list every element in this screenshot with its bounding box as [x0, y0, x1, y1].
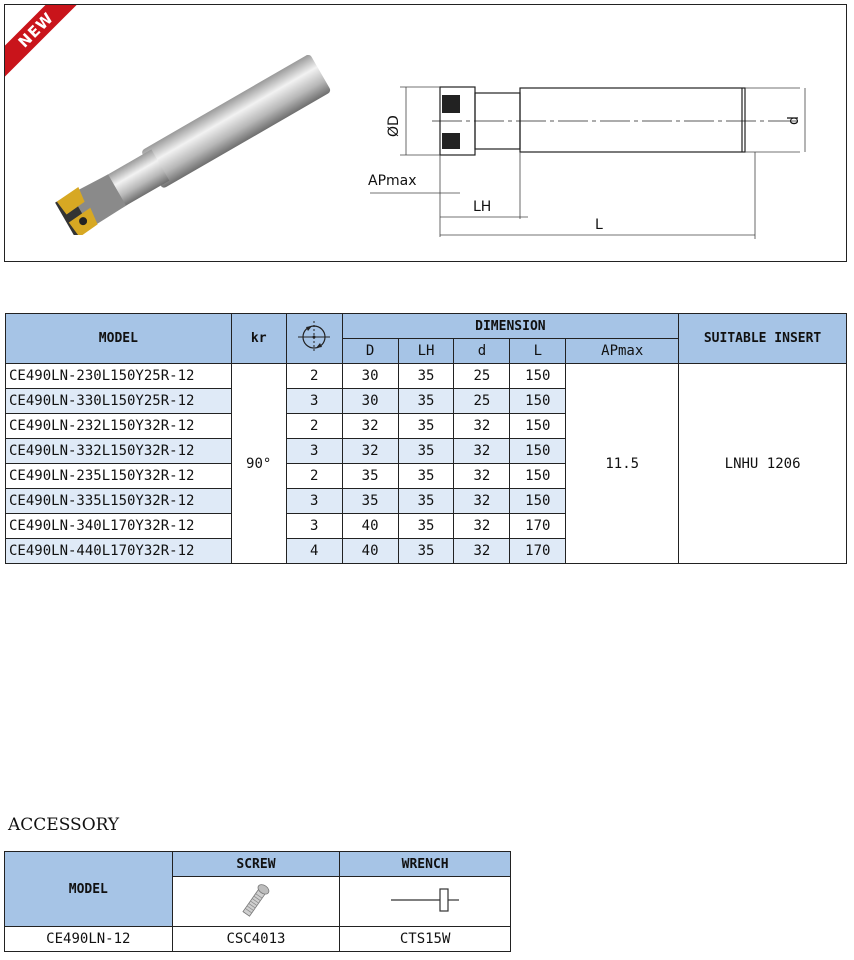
l-cell: 150 [510, 414, 566, 439]
specification-table [5, 313, 847, 564]
kr-value: 90° [231, 364, 286, 564]
suitable-insert-header: SUITABLE INSERT [679, 314, 847, 364]
dim-l-header: L [510, 339, 566, 364]
d-cell: 30 [342, 364, 398, 389]
model-header: MODEL [6, 314, 232, 364]
model-cell: CE490LN-340L170Y32R-12 [6, 514, 232, 539]
shank-d-cell: 32 [454, 539, 510, 564]
accessory-row [5, 927, 511, 952]
d-cell: 35 [342, 489, 398, 514]
wrench-icon [385, 885, 465, 915]
l-cell: 150 [510, 439, 566, 464]
screw-image-cell [172, 877, 340, 927]
l-cell: 170 [510, 539, 566, 564]
screw-code-cell: CSC4013 [172, 927, 340, 952]
model-cell: CE490LN-335L150Y32R-12 [6, 489, 232, 514]
lh-cell: 35 [398, 414, 454, 439]
accessory-model-cell: CE490LN-12 [5, 927, 173, 952]
l-cell: 150 [510, 464, 566, 489]
teeth-cell: 3 [286, 439, 342, 464]
l-cell: 150 [510, 364, 566, 389]
shank-d-cell: 25 [454, 364, 510, 389]
lh-cell: 35 [398, 439, 454, 464]
lh-cell: 35 [398, 514, 454, 539]
lh-label: LH [473, 199, 492, 215]
screw-header: SCREW [172, 852, 340, 877]
lh-cell: 35 [398, 364, 454, 389]
d-label: d [786, 116, 802, 125]
shank-d-cell: 32 [454, 514, 510, 539]
shank-d-cell: 32 [454, 489, 510, 514]
product-illustration-panel [4, 4, 847, 262]
accessory-table [4, 851, 511, 952]
dimension-header: DIMENSION [342, 314, 679, 339]
teeth-cell: 4 [286, 539, 342, 564]
d-cell: 40 [342, 514, 398, 539]
new-badge: NEW [4, 4, 90, 84]
model-cell: CE490LN-232L150Y32R-12 [6, 414, 232, 439]
model-cell: CE490LN-332L150Y32R-12 [6, 439, 232, 464]
wrench-code-cell: CTS15W [340, 927, 511, 952]
insert-value: LNHU 1206 [679, 364, 847, 564]
wrench-image-cell [340, 877, 511, 927]
dim-shank-d-header: d [454, 339, 510, 364]
end-mill-photo [45, 55, 345, 235]
accessory-model-header: MODEL [5, 852, 173, 927]
model-cell: CE490LN-235L150Y32R-12 [6, 464, 232, 489]
teeth-cell: 3 [286, 389, 342, 414]
kr-header: kr [231, 314, 286, 364]
apmax-label: APmax [368, 173, 417, 189]
apmax-value: 11.5 [566, 364, 679, 564]
l-cell: 150 [510, 489, 566, 514]
teeth-cell: 2 [286, 414, 342, 439]
dim-lh-header: LH [398, 339, 454, 364]
dim-apmax-header: APmax [566, 339, 679, 364]
d-cell: 35 [342, 464, 398, 489]
wrench-header: WRENCH [340, 852, 511, 877]
shank-d-cell: 25 [454, 389, 510, 414]
accessory-title: ACCESSORY [8, 815, 120, 835]
dim-d-header: D [342, 339, 398, 364]
model-cell: CE490LN-230L150Y25R-12 [6, 364, 232, 389]
screw-icon [231, 880, 281, 920]
l-cell: 170 [510, 514, 566, 539]
model-cell: CE490LN-330L150Y25R-12 [6, 389, 232, 414]
l-label: L [595, 217, 603, 233]
d-cell: 40 [342, 539, 398, 564]
lh-cell: 35 [398, 539, 454, 564]
shank-d-cell: 32 [454, 439, 510, 464]
d-cell: 30 [342, 389, 398, 414]
shank-d-cell: 32 [454, 414, 510, 439]
shank-d-cell: 32 [454, 464, 510, 489]
teeth-count-icon [294, 317, 334, 357]
lh-cell: 35 [398, 464, 454, 489]
technical-drawing [360, 67, 820, 247]
lh-cell: 35 [398, 489, 454, 514]
table-row [6, 364, 847, 389]
model-cell: CE490LN-440L170Y32R-12 [6, 539, 232, 564]
teeth-count-header [286, 314, 342, 364]
teeth-cell: 3 [286, 514, 342, 539]
d-cell: 32 [342, 439, 398, 464]
l-cell: 150 [510, 389, 566, 414]
lh-cell: 35 [398, 389, 454, 414]
teeth-cell: 2 [286, 464, 342, 489]
teeth-cell: 2 [286, 364, 342, 389]
teeth-cell: 3 [286, 489, 342, 514]
phi-d-label: ØD [386, 115, 402, 137]
d-cell: 32 [342, 414, 398, 439]
